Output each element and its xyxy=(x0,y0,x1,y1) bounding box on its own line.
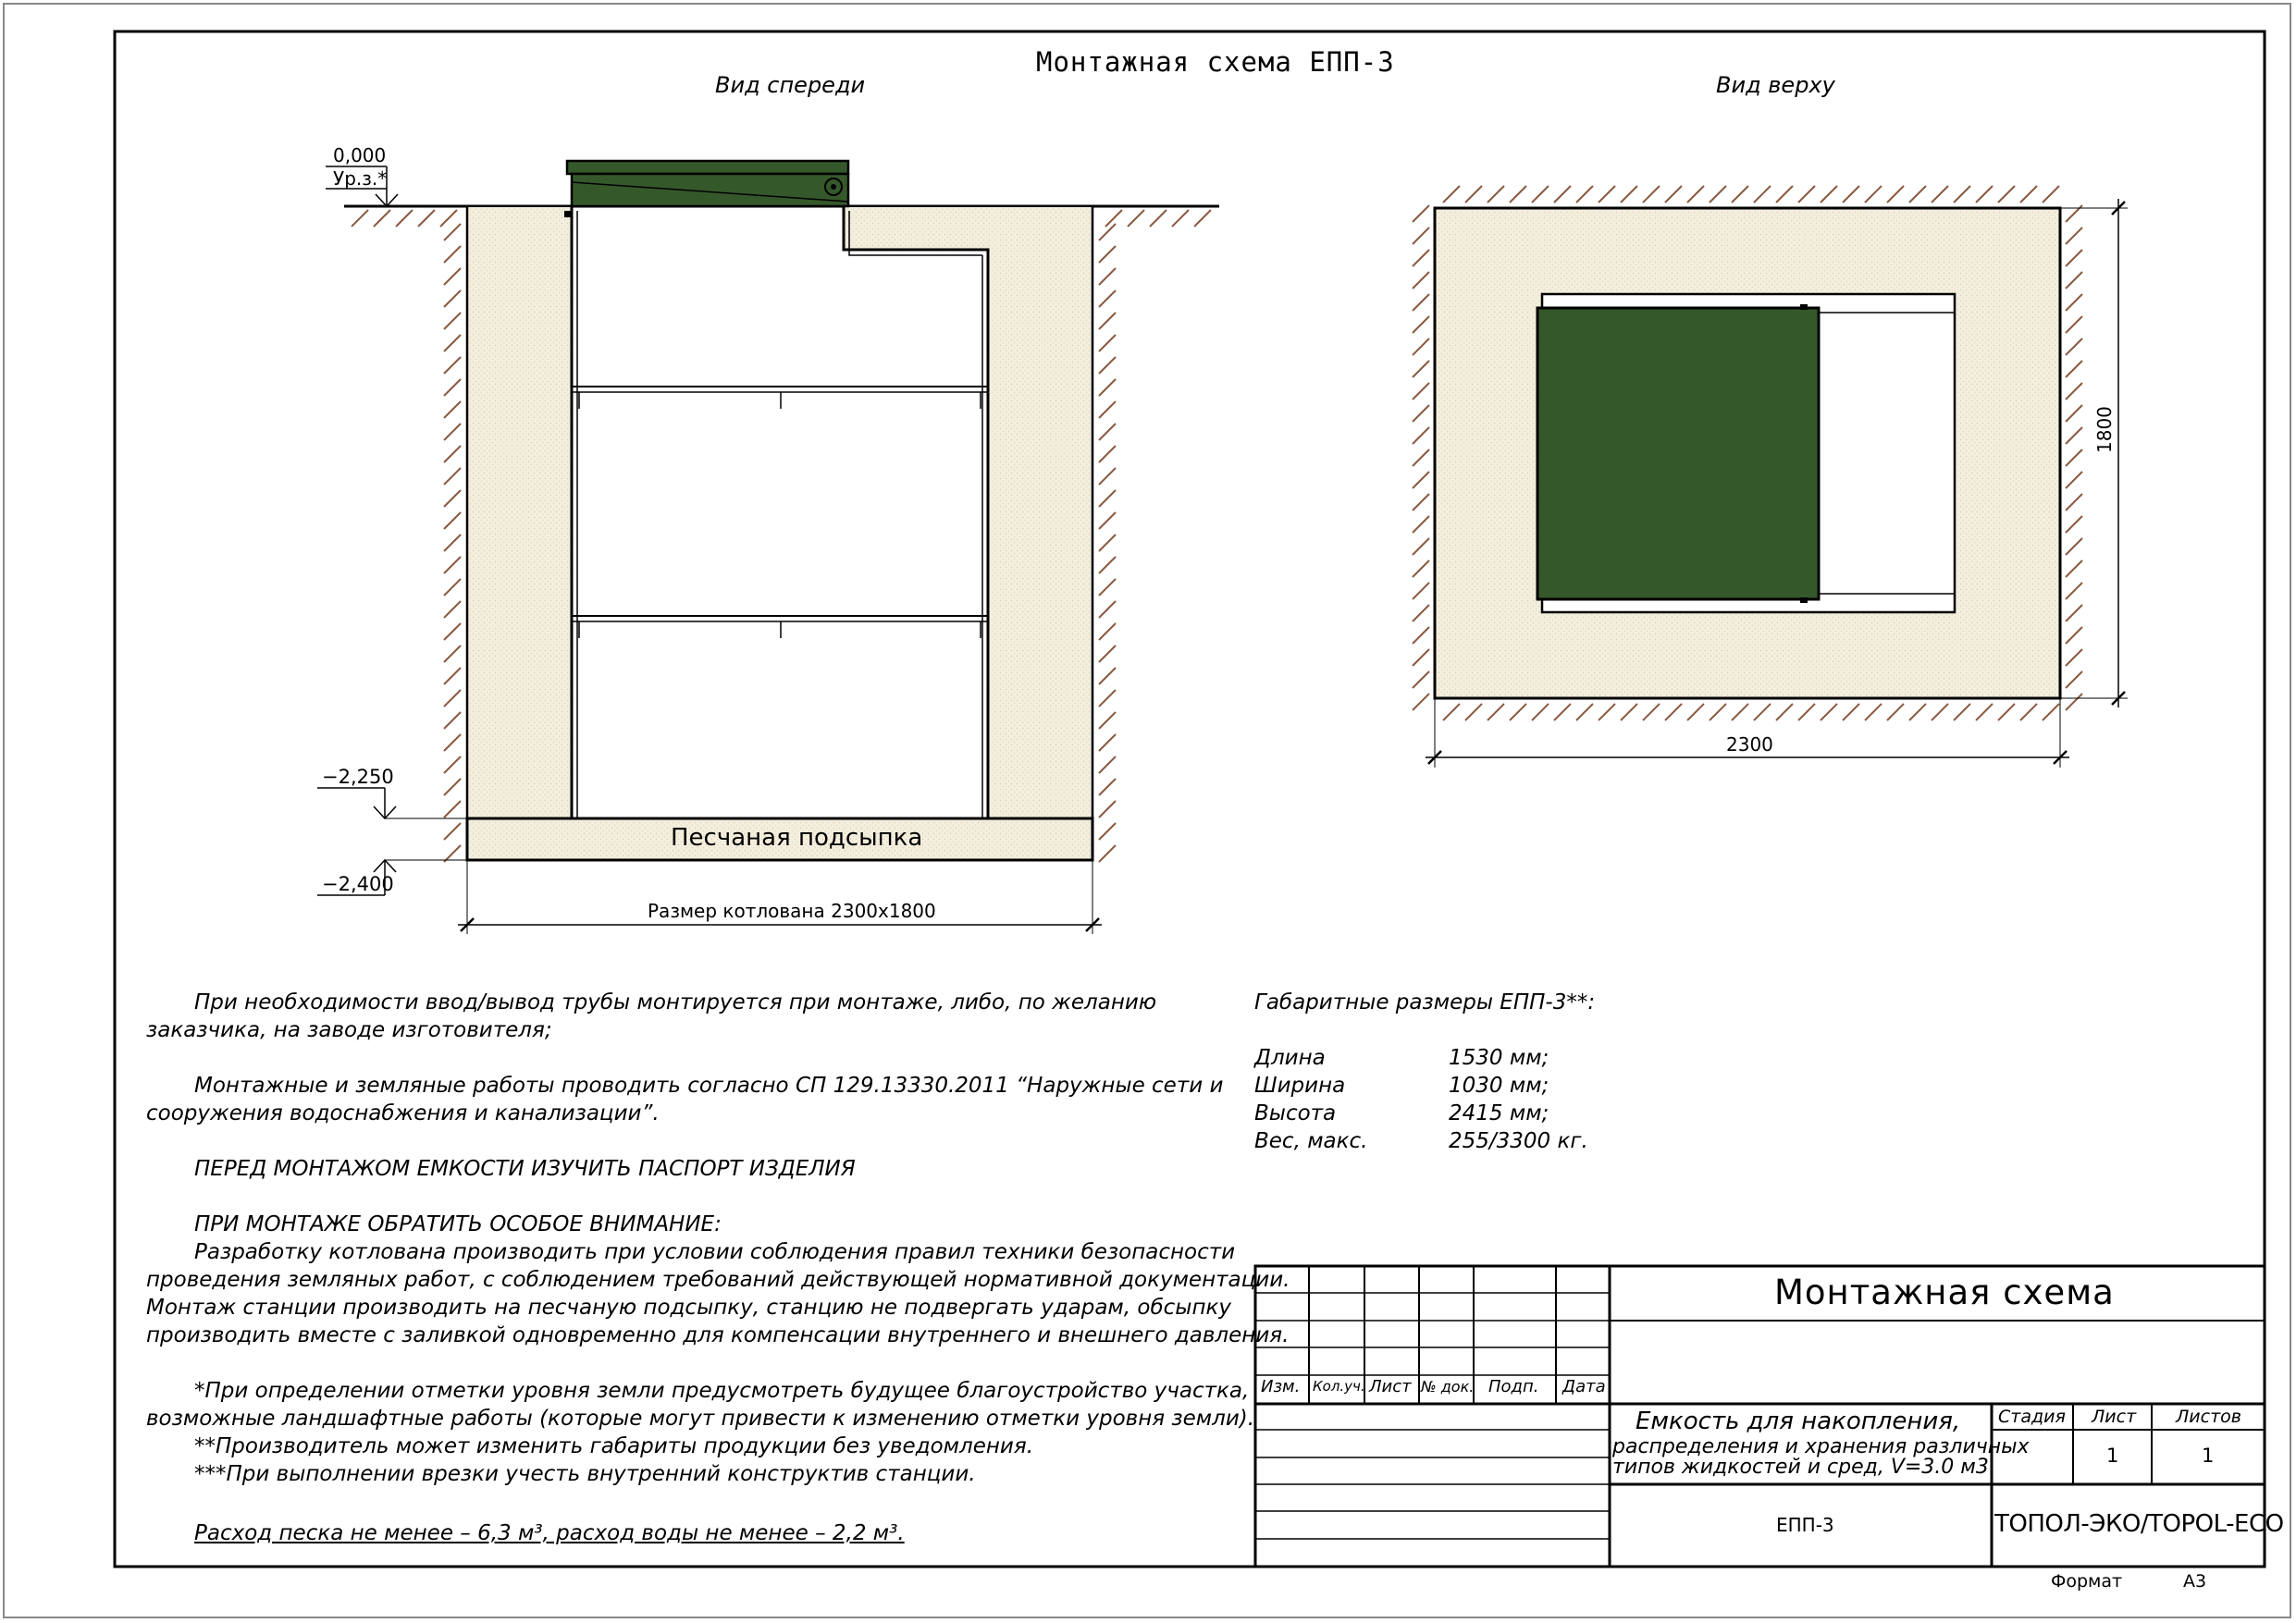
format-value: А3 xyxy=(2183,1571,2207,1592)
format-label: Формат xyxy=(2051,1571,2123,1592)
tb-description-line3: типов жидкостей и сред, V=3.0 м3 xyxy=(1612,1456,1989,1479)
lid-plan xyxy=(1537,308,1819,599)
drawing-title: Монтажная схема ЕПП-3 xyxy=(1036,46,1395,78)
front-view xyxy=(317,161,1219,934)
tb-sheets-value: 1 xyxy=(2202,1445,2215,1467)
depth-dimension xyxy=(2060,199,2128,707)
tb-header-kol: Кол.уч. xyxy=(1313,1378,1365,1395)
note-p2-line2: сооружения водоснабжения и канализации”. xyxy=(146,1101,660,1125)
pit-size-label: Размер котлована 2300х1800 xyxy=(648,900,936,922)
top-depth-value: 1800 xyxy=(2093,406,2116,453)
note-p4-line4: производить вместе с заливкой одновременно для компенсации внутреннего и внешнего давления. xyxy=(146,1323,1290,1347)
dimension-row: Вес, макс. 255/3300 кг. xyxy=(1254,1129,1588,1153)
tb-sheet-value: 1 xyxy=(2106,1445,2119,1467)
top-view xyxy=(1413,186,2128,768)
dimensions-list xyxy=(1254,989,1595,1155)
tb-sheet-label: Лист xyxy=(2092,1407,2137,1427)
note-p4-head: ПРИ МОНТАЖЕ ОБРАТИТЬ ОСОБОЕ ВНИМАНИЕ: xyxy=(194,1212,722,1236)
tb-header-doc: № док. xyxy=(1421,1378,1475,1396)
dimension-row: Ширина 1030 мм; xyxy=(1254,1074,1549,1098)
tb-product-code: ЕПП-3 xyxy=(1776,1514,1834,1536)
note-p1-line2: заказчика, на заводе изготовителя; xyxy=(146,1018,552,1042)
tb-sheets-label: Листов xyxy=(2176,1407,2241,1427)
note-p3: ПЕРЕД МОНТАЖОМ ЕМКОСТИ ИЗУЧИТЬ ПАСПОРТ ИЗДЕЛИЯ xyxy=(194,1157,856,1181)
note-p2-line1: Монтажные и земляные работы проводить согласно СП 129.13330.2011 “Наружные сети и xyxy=(194,1074,1224,1098)
tb-company: ТОПОЛ-ЭКО/TOPOL-ECO xyxy=(1994,1510,2284,1538)
sand-bed-label: Песчаная подсыпка xyxy=(671,824,923,852)
note-p4-line1: Разработку котлована производить при условии соблюдения правил техники безопасности xyxy=(194,1240,1236,1264)
footnote-3: ***При выполнении врезки учесть внутренний конструктив станции. xyxy=(194,1462,976,1486)
footnote-2: **Производитель может изменить габариты продукции без уведомления. xyxy=(194,1434,1034,1458)
tb-stage-label: Стадия xyxy=(1998,1407,2066,1427)
installation-notes xyxy=(146,989,1290,1547)
level-tank-bottom-value: −2,250 xyxy=(322,766,394,788)
tb-header-list: Лист xyxy=(1369,1377,1412,1396)
note-p1-line1: При необходимости ввод/вывод трубы монтируется при монтаже, либо, по желанию xyxy=(194,990,1157,1014)
note-p4-line2: проведения земляных работ, с соблюдением требований действующей нормативной документации. xyxy=(146,1268,1290,1292)
note-p4-line3: Монтаж станции производить на песчаную подсыпку, станцию не подвергать ударам, обсыпку xyxy=(146,1296,1231,1320)
footnote-1-line1: *При определении отметки уровня земли предусмотреть будущее благоустройство участка, xyxy=(194,1379,1250,1403)
tb-description-line1: Емкость для накопления, xyxy=(1636,1408,1961,1435)
tb-header-podp: Подп. xyxy=(1488,1377,1539,1396)
tb-header-date: Дата xyxy=(1562,1377,1606,1396)
footnote-1-line2: возможные ландшафтные работы (которые могут привести к изменению отметки уровня земли). xyxy=(146,1407,1255,1431)
level-pit-bottom-value: −2,400 xyxy=(322,873,394,895)
tb-description-line2: распределения и хранения различных xyxy=(1612,1435,2030,1458)
dimension-row: Высота 2415 мм; xyxy=(1254,1101,1549,1125)
dimensions-title: Габаритные размеры ЕПП-3**: xyxy=(1254,990,1596,1014)
level-ground-value: 0,000 xyxy=(333,144,387,166)
top-view-label: Вид верху xyxy=(1716,72,1835,98)
tb-header-izm: Изм. xyxy=(1261,1377,1301,1396)
level-ground-mark: Ур.з.* xyxy=(333,167,388,190)
top-width-value: 2300 xyxy=(1726,733,1773,756)
tb-sheet-title: Монтажная схема xyxy=(1774,1273,2115,1312)
level-mark-tank-bottom xyxy=(317,788,467,818)
consumption-note: Расход песка не менее – 6,3 м³, расход воды не менее – 2,2 м³. xyxy=(194,1521,905,1545)
tank-body xyxy=(572,206,988,818)
front-view-label: Вид спереди xyxy=(715,72,866,98)
dimension-row: Длина 1530 мм; xyxy=(1254,1046,1549,1070)
